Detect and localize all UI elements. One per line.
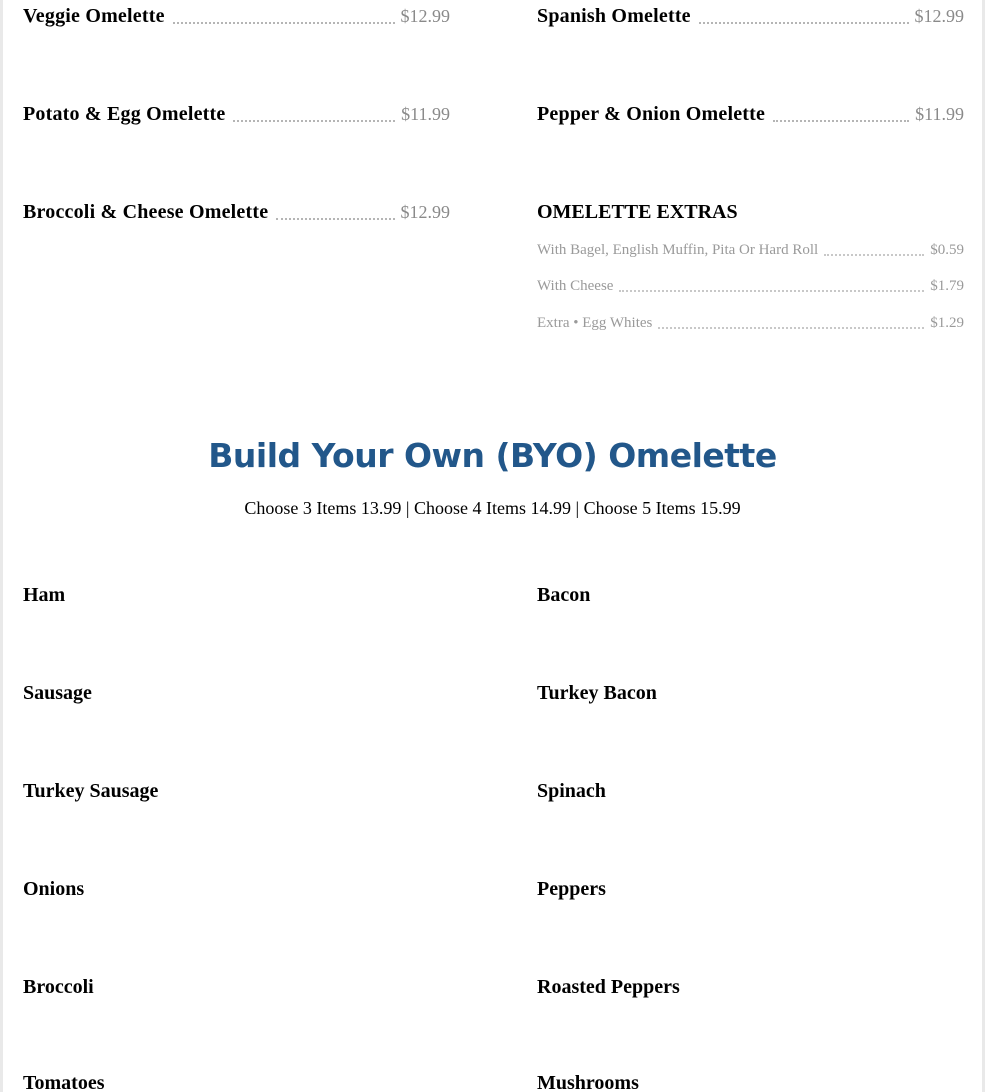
item-name: Pepper & Onion Omelette (537, 103, 766, 125)
byo-item-turkey-sausage: Turkey Sausage (23, 780, 159, 802)
dot-leader (773, 119, 909, 122)
byo-item-tomatoes: Tomatoes (23, 1072, 105, 1092)
item-price: $12.99 (400, 6, 450, 26)
extra-item-bread (537, 240, 964, 260)
byo-item-spinach: Spinach (537, 780, 606, 802)
page-edge-left (0, 0, 3, 1092)
extra-item-egg-whites (537, 313, 964, 333)
byo-item-onions: Onions (23, 878, 85, 900)
item-price: $12.99 (914, 6, 964, 26)
dot-leader (824, 253, 924, 256)
extras-heading: OMELETTE EXTRAS (537, 201, 738, 223)
dot-leader (699, 21, 909, 24)
dot-leader (173, 21, 395, 24)
extra-price: $1.29 (930, 315, 964, 331)
byo-item-sausage: Sausage (23, 682, 92, 704)
byo-item-turkey-bacon: Turkey Bacon (537, 682, 657, 704)
extra-name: With Bagel, English Muffin, Pita Or Hard Roll (537, 242, 819, 258)
dot-leader (658, 326, 924, 329)
item-price: $12.99 (400, 202, 450, 222)
item-price: $11.99 (915, 104, 964, 124)
dot-leader (276, 217, 394, 220)
item-price: $11.99 (401, 104, 450, 124)
byo-pricing-subtitle: Choose 3 Items 13.99 | Choose 4 Items 14.99 | Choose 5 Items 15.99 (244, 498, 741, 518)
item-name: Broccoli & Cheese Omelette (23, 201, 269, 223)
item-name: Spanish Omelette (537, 5, 691, 27)
byo-item-peppers: Peppers (537, 878, 606, 900)
item-name: Potato & Egg Omelette (23, 103, 226, 125)
item-name: Veggie Omelette (23, 5, 165, 27)
byo-item-ham: Ham (23, 584, 66, 606)
extra-name: Extra • Egg Whites (537, 315, 653, 331)
byo-item-mushrooms: Mushrooms (537, 1072, 639, 1092)
dot-leader (619, 289, 924, 292)
extra-name: With Cheese (537, 278, 614, 294)
byo-section-title: Build Your Own (BYO) Omelette (208, 436, 777, 475)
byo-item-broccoli: Broccoli (23, 976, 94, 998)
extra-item-cheese (537, 276, 964, 296)
menu-item-spanish-omelette (537, 4, 964, 28)
extra-price: $1.79 (930, 278, 964, 294)
menu-item-broccoli-cheese-omelette (23, 200, 450, 224)
menu-item-veggie-omelette (23, 4, 450, 28)
menu-item-pepper-onion-omelette (537, 102, 964, 126)
extra-price: $0.59 (930, 242, 964, 258)
byo-item-roasted-peppers: Roasted Peppers (537, 976, 680, 998)
byo-item-bacon: Bacon (537, 584, 591, 606)
menu-item-potato-egg-omelette (23, 102, 450, 126)
dot-leader (233, 119, 395, 122)
